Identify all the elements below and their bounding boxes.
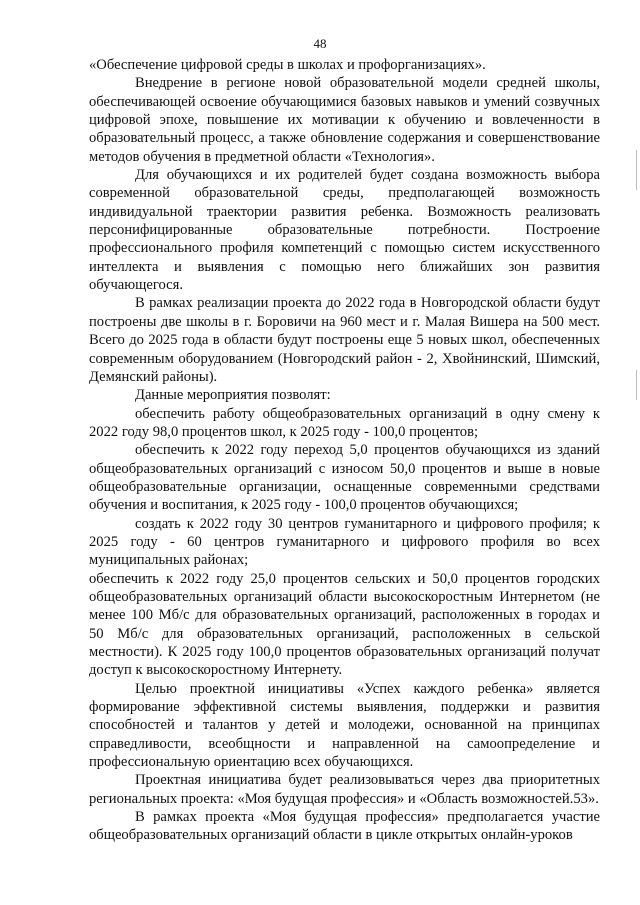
document-body bbox=[89, 56, 600, 845]
paragraph-11: Проектная инициатива будет реализовываться через два приоритетных региональных проекта: «Моя будущая профессия» и «Область возможностей.53». bbox=[89, 772, 600, 807]
paragraph-10: Целью проектной инициативы «Успех каждого ребенка» является формирование эффективной системы выявления, поддержки и развития способностей и талантов у детей и молодежи, основанной на принципах справедливости, всеобщности и направленной на самоопределение и профессиональную ориентацию всех обучающихся. bbox=[89, 680, 600, 771]
paragraph-9: обеспечить к 2022 году 25,0 процентов сельских и 50,0 процентов городских общеобразовательных организаций области высокоскоростным Интернетом (не менее 100 Мб/с для образовательных организаций, расположенных в городах и 50 Мб/с для образовательных организаций, расположенных в сельской местности). К 2025 году 100,0 процентов образовательных организаций получат доступ к высокоскоростному Интернету. bbox=[89, 570, 600, 679]
paragraph-8: создать к 2022 году 30 центров гуманитарного и цифрового профиля; к 2025 году - 60 центров гуманитарного и цифрового профиля во всех муниципальных районах; bbox=[89, 515, 600, 569]
paragraph-6: обеспечить работу общеобразовательных организаций в одну смену к 2022 году 98,0 процентов школ, к 2025 году - 100,0 процентов; bbox=[89, 405, 600, 440]
paragraph-12: В рамках проекта «Моя будущая профессия» предполагается участие общеобразовательных организаций области в цикле открытых онлайн-уроков bbox=[89, 809, 600, 844]
paragraph-1: «Обеспечение цифровой среды в школах и профорганизациях». bbox=[89, 57, 486, 73]
paragraph-7: обеспечить к 2022 году переход 5,0 процентов обучающихся из зданий общеобразовательных организаций с износом 50,0 процентов и выше в новые общеобразовательные организации, оснащенные современными средствами обучения и воспитания, к 2025 году - 100,0 процентов обучающихся; bbox=[89, 442, 600, 514]
paragraph-4: В рамках реализации проекта до 2022 года в Новгородской области будут построены две школы в г. Боровичи на 960 мест и г. Малая Вишера на 500 мест. Всего до 2025 года в области будут построены еще 5 новых школ, обеспеченных современным оборудованием (Новгородский район - 2, Хвойнинский, Шимский, Демянский районы). bbox=[89, 295, 600, 385]
scan-edge-mark bbox=[636, 150, 637, 190]
page-number: 48 bbox=[313, 36, 327, 51]
paragraph-2: Внедрение в регионе новой образовательной модели средней школы, обеспечивающей освоение обучающимися базовых навыков и умений созвучных цифровой эпохе, повышение их мотивации к обучению и вовлеченности в образовательный процесс, а также обновление содержания и совершенствование методов обучения в предметной области «Технология». bbox=[89, 75, 600, 165]
paragraph-5: Данные мероприятия позволят: bbox=[135, 387, 331, 404]
paragraph-3: Для обучающихся и их родителей будет создана возможность выбора современной образовательной среды, предполагающей возможность индивидуальной траектории развития ребенка. Возможность реализовать персонифицированные образовательные потребности. Построение профессионального профиля компетенций с помощью систем искусственного интеллекта и выявления с помощью него ближайших зон развития обучающегося. bbox=[89, 167, 600, 294]
scan-edge-mark bbox=[636, 370, 637, 400]
